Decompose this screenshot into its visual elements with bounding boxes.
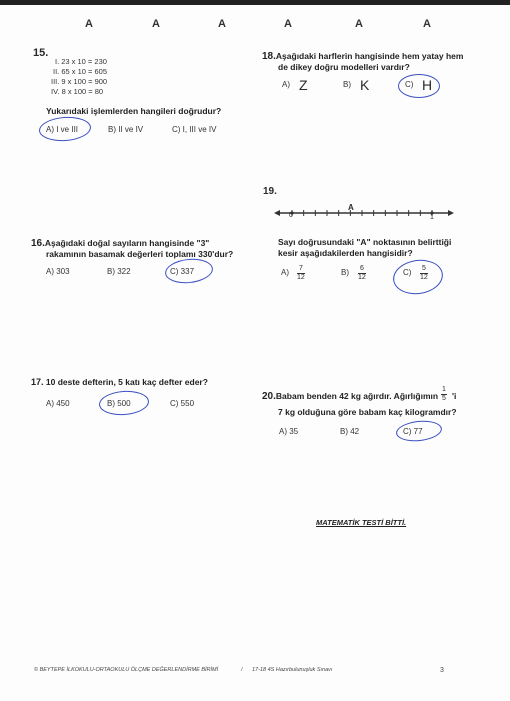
- answer-mark-circle: [391, 257, 445, 298]
- footer-separator: /: [241, 667, 243, 673]
- option-a-label[interactable]: A): [282, 80, 290, 89]
- question-text: 10 deste defterin, 5 katı kaç defter eder?: [45, 377, 208, 387]
- equation-item: III. 9 x 100 = 900: [51, 77, 108, 86]
- equation-item: II. 65 x 10 = 605: [53, 67, 107, 76]
- number-line-start-label: 0: [289, 212, 293, 219]
- question-text: Aşağıdaki doğal sayıların hangisinde "3": [44, 238, 210, 248]
- number-line: [274, 205, 456, 229]
- option-c-label[interactable]: C): [403, 268, 412, 277]
- fraction-numerator: 7: [298, 265, 303, 272]
- equation-item: I. 23 x 10 = 230: [55, 57, 107, 66]
- answer-mark-circle: [398, 74, 440, 98]
- question-number: 15.: [33, 47, 49, 59]
- fraction-denominator: 12: [420, 274, 428, 281]
- fraction-denominator: 12: [297, 274, 305, 281]
- answer-mark-circle: [38, 115, 92, 143]
- header-letter: A: [85, 18, 93, 30]
- test-end-text: MATEMATİK TESTİ BİTTİ.: [316, 518, 407, 527]
- question-number: 17.: [31, 377, 44, 387]
- header-letter: A: [423, 18, 431, 30]
- fraction-denominator: 12: [358, 274, 366, 281]
- fraction-denominator: 5: [442, 395, 446, 402]
- question-text-line2: rakamının basamak değerleri toplamı 330'dur?: [46, 249, 234, 259]
- question-number: 16.: [31, 238, 45, 249]
- header-letter: A: [284, 18, 292, 30]
- answer-mark-circle: [395, 419, 443, 444]
- answer-mark-circle: [164, 257, 214, 286]
- option-b-fraction: [358, 265, 366, 282]
- question-number: 18.: [262, 51, 276, 62]
- fraction-numerator: 6: [359, 265, 364, 272]
- option-c[interactable]: C) I, III ve IV: [172, 125, 217, 134]
- option-b-letter: K: [360, 77, 370, 93]
- number-line-end-label: 1: [430, 214, 434, 221]
- question-text: Yukarıdaki işlemlerden hangileri doğrudur?: [46, 106, 222, 116]
- header-letter: A: [355, 18, 363, 30]
- question-text-line1: Sayı doğrusundaki "A" noktasının belirttiği: [278, 237, 452, 247]
- question-fraction: [441, 386, 447, 403]
- option-a[interactable]: A) 450: [46, 399, 70, 408]
- option-a[interactable]: A) 303: [46, 267, 70, 276]
- question-text-line2: de dikey doğru modelleri vardır?: [278, 62, 410, 72]
- option-c[interactable]: C) 337: [170, 267, 195, 276]
- question-text-line1: [262, 51, 463, 62]
- footer-institution: © BEYTEPE İLKOKULU-ORTAOKULU ÖLÇME DEĞERLENDİRME BİRİMİ: [34, 667, 219, 673]
- option-b[interactable]: B) 322: [107, 267, 131, 276]
- number-line-point-label: A: [348, 203, 354, 212]
- fraction-numerator: 1: [442, 386, 446, 393]
- option-c-label[interactable]: C): [405, 80, 414, 89]
- question-text: Aşağıdaki harflerin hangisinde hem yatay hem: [275, 51, 464, 61]
- option-b[interactable]: B) II ve IV: [108, 125, 144, 134]
- option-a-label[interactable]: A): [281, 268, 289, 277]
- question-number: 19.: [263, 186, 277, 197]
- answer-mark-circle: [98, 389, 150, 416]
- top-border: [0, 0, 510, 5]
- option-b-label[interactable]: B): [343, 80, 351, 89]
- fraction-numerator: 5: [421, 265, 426, 272]
- option-c[interactable]: C) 550: [170, 399, 195, 408]
- header-letter: A: [218, 18, 226, 30]
- option-a[interactable]: A) 35: [279, 427, 299, 436]
- question-text-suffix: 'i: [452, 391, 457, 401]
- question-text-line2: kesir aşağıdakilerden hangisidir?: [278, 248, 413, 258]
- option-c[interactable]: C) 77: [403, 427, 423, 436]
- question-text-line2: 7 kg olduğuna göre babam kaç kilogramdır?: [278, 407, 457, 417]
- option-b[interactable]: B) 500: [107, 399, 131, 408]
- header-letter: A: [152, 18, 160, 30]
- option-b-label[interactable]: B): [341, 268, 349, 277]
- question-text: Babam benden 42 kg ağırdır. Ağırlığımın: [275, 391, 439, 401]
- question-number: 20.: [262, 391, 276, 402]
- equation-item: IV. 8 x 100 = 80: [51, 87, 104, 96]
- question-text-line1: [31, 377, 208, 388]
- option-a[interactable]: A) I ve III: [46, 125, 79, 134]
- footer-exam-name: 17-18 4S Hazırbulunuşluk Sınavı: [252, 667, 333, 673]
- option-b[interactable]: B) 42: [340, 427, 360, 436]
- question-text-line1: [31, 238, 209, 249]
- option-a-fraction: [297, 265, 305, 282]
- option-c-letter: H: [422, 77, 433, 93]
- question-text-line1: [262, 391, 438, 402]
- page-number: 3: [440, 667, 444, 674]
- option-a-letter: Z: [299, 77, 308, 93]
